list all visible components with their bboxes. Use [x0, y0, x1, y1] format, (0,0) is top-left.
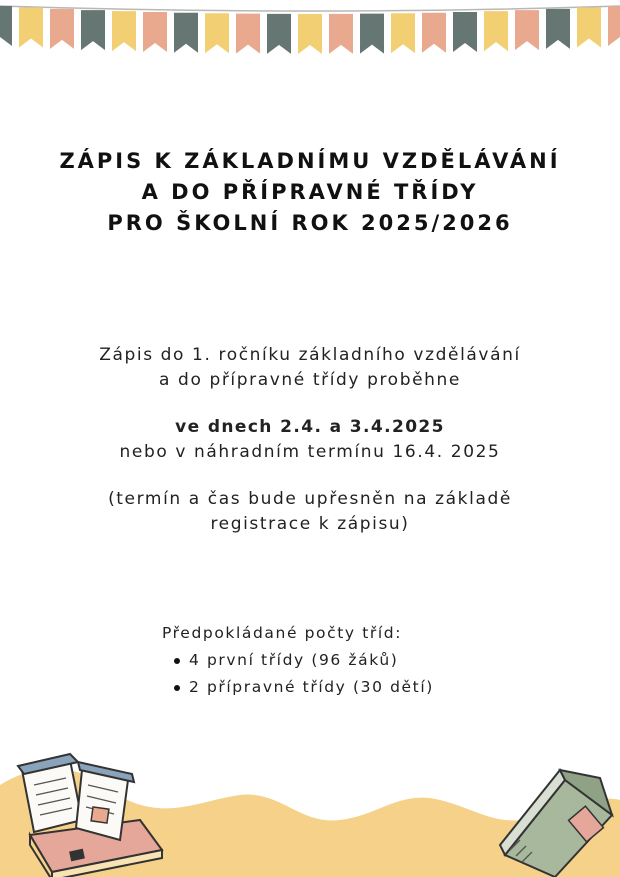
- bunting-flag-icon: [267, 14, 291, 54]
- bunting-flag-icon: [50, 9, 74, 49]
- bunting-flag-icon: [422, 13, 446, 53]
- bunting-flag-icon: [298, 14, 322, 54]
- title-line-1: ZÁPIS K ZÁKLADNÍMU VZDĚLÁVÁNÍ: [59, 149, 561, 173]
- bunting-flag-icon: [174, 13, 198, 53]
- bullet-icon: [174, 685, 180, 691]
- counts-list: [162, 647, 482, 701]
- bunting-flag-icon: [329, 14, 353, 54]
- bunting-flag-icon: [0, 6, 12, 46]
- title-line-2: A DO PŘÍPRAVNÉ TŘÍDY: [141, 180, 479, 204]
- list-item-text: 2 přípravné třídy (30 dětí): [189, 678, 434, 696]
- dates-block: [0, 415, 620, 465]
- bunting-flag-icon: [143, 12, 167, 52]
- class-counts: [162, 620, 482, 701]
- bunting-flag-icon: [19, 8, 43, 48]
- alternate-date: nebo v náhradním termínu 16.4. 2025: [119, 442, 501, 462]
- title-line-3: PRO ŠKOLNÍ ROK 2025/2026: [107, 211, 513, 235]
- bunting-flag-icon: [205, 13, 229, 53]
- bottom-decoration: [0, 740, 620, 877]
- bunting-flag-icon: [112, 11, 136, 51]
- note-line-1: (termín a čas bude upřesněn na základě: [108, 489, 512, 509]
- bunting-flag-icon: [577, 8, 601, 48]
- bunting-flag-icon: [515, 10, 539, 50]
- list-item-text: 4 první třídy (96 žáků): [189, 651, 399, 669]
- bunting-flag-icon: [391, 13, 415, 53]
- intro-text: [0, 343, 620, 393]
- bunting-flag-icon: [484, 11, 508, 51]
- registration-note: [0, 487, 620, 537]
- page-title: [0, 146, 620, 239]
- list-item: [174, 647, 482, 674]
- counts-heading: Předpokládané počty tříd:: [162, 624, 403, 642]
- bunting-flag-icon: [236, 14, 260, 54]
- main-dates: ve dnech 2.4. a 3.4.2025: [175, 417, 445, 437]
- intro-line-2: a do přípravné třídy proběhne: [159, 370, 461, 390]
- bunting-flag-icon: [546, 9, 570, 49]
- list-item: [174, 674, 482, 701]
- bullet-icon: [174, 658, 180, 664]
- note-line-2: registrace k zápisu): [210, 514, 410, 534]
- bunting-flag-icon: [360, 14, 384, 54]
- bunting-decoration: [0, 0, 620, 60]
- intro-line-1: Zápis do 1. ročníku základního vzdělávání: [99, 345, 521, 365]
- bunting-flag-icon: [453, 12, 477, 52]
- bunting-flag-icon: [608, 6, 620, 46]
- bunting-flag-icon: [81, 10, 105, 50]
